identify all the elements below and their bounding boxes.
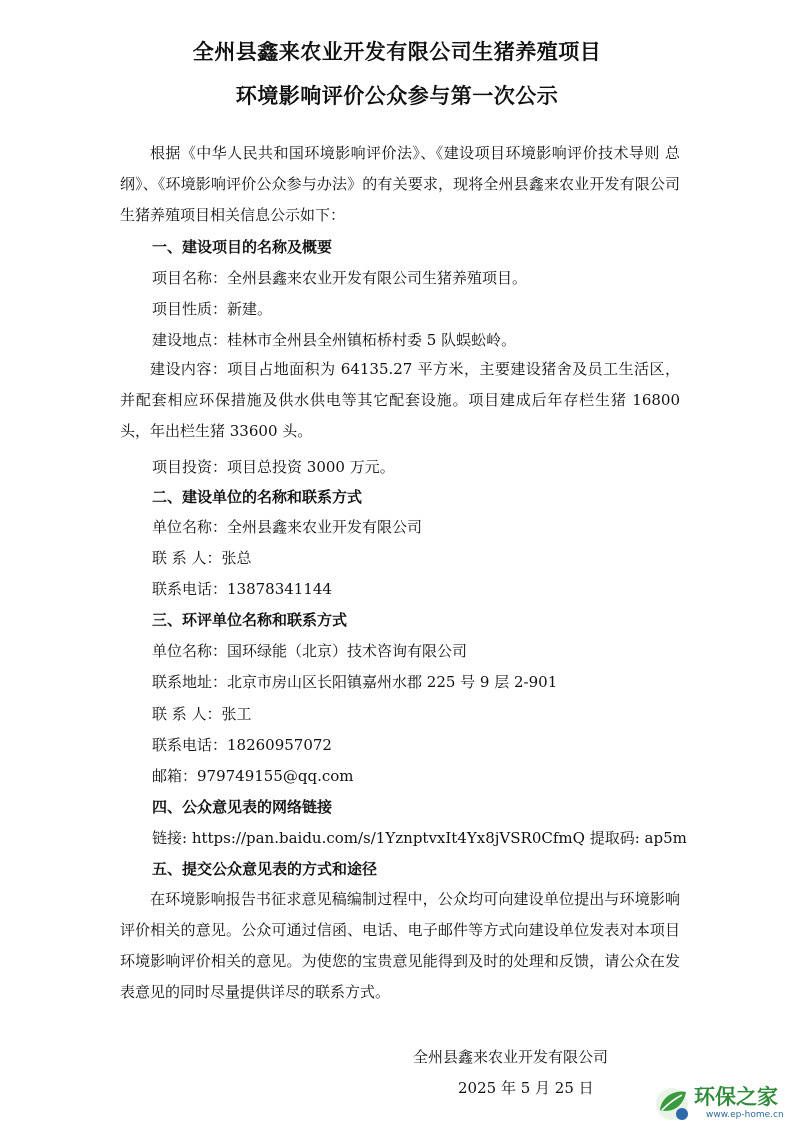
eia-contact: 联 系 人：张工 [152,705,252,723]
builder-contact: 联 系 人：张总 [152,549,252,567]
section2-heading: 二、建设单位的名称和联系方式 [152,488,363,506]
section1-heading: 一、建设项目的名称及概要 [152,238,333,256]
eia-phone: 联系电话：18260957072 [152,736,332,754]
watermark-name: 环保之家 [694,1085,778,1109]
section4-heading: 四、公众意见表的网络链接 [152,798,333,816]
section5-heading: 五、提交公众意见表的方式和途径 [152,860,378,878]
eia-email[interactable]: 邮箱：979749155@qq.com [152,767,354,785]
project-name: 项目名称：全州县鑫来农业开发有限公司生猪养殖项目。 [152,269,528,287]
intro-paragraph: 根据《中华人民共和国环境影响评价法》、《建设项目环境影响评价技术导则 总纲》、《环境影响评价公众参与办法》的有关要求，现将全州县鑫来农业开发有限公司生猪养殖项目相关信息公示如下： [120,144,680,224]
section3-heading: 三、环评单位名称和联系方式 [152,611,348,629]
builder-unit-name: 单位名称：全州县鑫来农业开发有限公司 [152,518,423,536]
section5-paragraph: 在环境影响报告书征求意见稿编制过程中，公众均可向建设单位提出与环境影响评价相关的意见。公众可通过信函、电话、电子邮件等方式向建设单位发表对本项目环境影响评价相关的意见。为使您的宝贵意见能得到及时的处理和反馈，请公众在发表意见的同时尽量提供详尽的联系方式。 [120,890,680,1001]
project-content: 建设内容：项目占地面积为 64135.27 平方米，主要建设猪舍及员工生活区，并配套相应环保措施及供水供电等其它配套设施。项目建成后年存栏生猪 16800 头，年出栏生猪 33600 头。 [120,360,680,440]
eia-address: 联系地址：北京市房山区长阳镇嘉州水郡 225 号 9 层 2-901 [152,673,558,691]
watermark-url: www.ep-home.cn [706,1110,784,1120]
project-nature: 项目性质：新建。 [152,300,273,318]
page-subtitle: 环境影响评价公众参与第一次公示 [235,84,559,108]
signature-date: 2025 年 5 月 25 日 [458,1079,594,1097]
builder-phone: 联系电话：13878341144 [152,580,332,598]
survey-link[interactable]: 链接: https://pan.baidu.com/s/1YznptvxIt4Yx8jVSR0CfmQ 提取码: ap5m [152,829,687,847]
project-location: 建设地点：桂林市全州县全州镇柘桥村委 5 队蜈蚣岭。 [152,331,517,349]
eia-unit-name: 单位名称：国环绿能（北京）技术咨询有限公司 [152,642,468,660]
project-investment: 项目投资：项目总投资 3000 万元。 [152,458,395,476]
page-title: 全州县鑫来农业开发有限公司生猪养殖项目 [192,40,602,64]
signature-company: 全州县鑫来农业开发有限公司 [413,1048,609,1066]
